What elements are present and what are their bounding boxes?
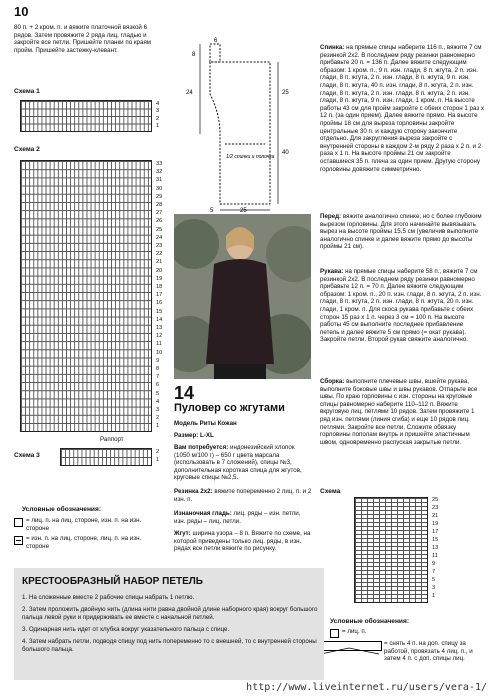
cast-on-step-3: 3. Одинарная нить идет от клубка вокруг указательного пальца с спице. [22, 626, 230, 633]
back-label: Спинка: [320, 44, 345, 51]
garment-pattern-diagram [170, 34, 310, 214]
cast-on-step-1: 1. На сложенные вместе 2 рабочие спицы набрать 1 петлю. [22, 594, 195, 601]
rapport-label: Раппорт [100, 436, 124, 443]
rib-label: Резинка 2х2: [174, 488, 213, 495]
schema2-title: Схема 2 [14, 146, 40, 153]
sleeve-label: Рукава: [320, 268, 344, 275]
dim-40: 40 [282, 150, 289, 156]
rib-block [174, 488, 312, 503]
rib-text: вяжите попеременно 2 лиц. п. и 2 изн. п. [174, 488, 312, 503]
front-block [320, 213, 484, 251]
page-number: 10 [14, 4, 29, 19]
schema3-grid [60, 448, 152, 466]
schema2-grid [20, 160, 152, 432]
assembly-block [320, 378, 484, 446]
model-title: Пуловер со жгутами [174, 402, 285, 414]
model-number: 14 [174, 383, 195, 403]
model-photo-illustration [174, 214, 311, 379]
assembly-text: выполните плечевые швы, вшейте рукава, выполните боковые швы и швы рукавов. Отпарьте все швы. По краю горловины с изн. стороны на круговые спицы равномерно наберите 110–112 п. Вяжите вкруговую лиц. петлями 10 рядов. Затем провяжите 1 ряд изн. петлями (линия сгиба) и еще 10 рядов лиц. петлями. Закройте все петли. Сложите обвязку горловины пополам внутрь и пришейте эластичным швом, одновременно распуская закрытые петли. [320, 378, 478, 446]
cast-on-step-4: 4. Затем набрать петли, подводя спицу под нить попеременно то с внешней, то с внутренней стороны большого пальца. [22, 638, 317, 653]
sleeve-block [320, 268, 484, 344]
model-author: Модель Риты Кожан [174, 420, 237, 427]
legend-title: Условные обозначения: [22, 506, 102, 513]
legend-empty-square-icon [14, 518, 23, 527]
right-schema-grid [354, 497, 428, 603]
front-text: вяжите аналогично спинке, но с более глубоким вырезом горловины. Для этого начинайте вывязывать вырез на высоте проймы 15,5 см (увеличив выполните аналогично спинке и далее вяжите прямо до высоты проймы 21 см). [320, 213, 482, 251]
right-legend-square-icon [330, 629, 339, 638]
cable-text: ширина узора – 8 п. Вяжите по схеме, на которой приведены только лиц. ряды, в изн. рядах все петли вяжите по рисунку. [174, 530, 311, 553]
front-label: Перед: [320, 213, 342, 220]
right-legend-item-2: = снять 4 п. на доп. спицу за работой, провязать 4 лиц. п., и затем 4 п. с доп. спицы лиц. [384, 640, 473, 663]
pattern-note: 1/2 спинки и полочка [226, 154, 275, 160]
cast-on-title: КРЕСТООБРАЗНЫЙ НАБОР ПЕТЕЛЬ [22, 576, 203, 587]
dim-24: 24 [186, 90, 193, 96]
materials-label: Вам потребуется: [174, 444, 229, 451]
back-text: на прямые спицы наберите 116 п., вяжите 7 см резинкой 2х2. В последнем ряду резинки равномерно прибавьте 20 п. = 136 п. Далее вяжите следующим образом: 1 кром. п., 9 п. изн. глади, 8 п. жгута, 2 п. изн. глади, 8 п. жгута, 2 п. изн. глади, 8 п. жгута, 9 п. изн. глади, 8 п. жгута, 40 п. изн. глади, 8 п. жгута, 2 п. изн. глади, 8 п. жгута, 2 п. изн. глади, 8 п. жгута, 2 п. изн. глади, 8 п. жгута, 9 п. изн. глади, 1 кром. п. На высоте работы 43 см для пройм закройте с обеих сторон 1 раз х 12 п. (за один прием). Далее вяжите прямо. На высоте проймы 18 см для выреза горловины закройте центральные 30 п. и каждую сторону закончите отдельно. Для закругления выреза закройте с внутренней стороны в каждом 2-м ряду 2 раза х 2 п. и 2 раза х 1 п. На высоте проймы 21 см закройте оставшиеся 35 п. плеча за один прием. Другую сторону горловины довяжите симметрично. [320, 44, 484, 173]
cable-symbol-icon [318, 641, 382, 651]
materials-block [174, 444, 312, 482]
materials-text: индонезийский хлопок (1050 м/100 г) – 650 г цвета марсала (использовать в 7 сложений), спицы №3, дополнительная короткая спица для жгутов, круговые спицы №2,5. [174, 444, 302, 482]
right-legend-item-1: = лиц. п. [342, 628, 367, 635]
sleeve-text: на прямые спицы наберите 58 п., вяжите 7 см резинкой 2х2. В последнем ряду резинки равномерно прибавьте 12 п. = 70 п. Далее вяжите следующим образом: 1 кром. п., 20 п. изн. глади, 8 п. жгута, 2 п. изн. глади, 8 п. жгута, 2 п. изн. глади, 8 п. жгута, 20 п. изн. глади, 1 кром. п. Для скоса рукава прибавьте с обеих сторон 15 раз х 1 п. через 3 см = 100 п. На высоте работы 45 см выполните последнее прибавление петель и далее вяжите 5 см прямо (= окат рукава). Закройте петли. Второй рукав свяжите аналогично. [320, 268, 482, 344]
watermark-url: http://www.liveinternet.ru/users/vera-1/ [246, 682, 487, 693]
schema1-title: Схема 1 [14, 88, 40, 95]
intro-text: 80 п. + 2 кром. п. и вяжите платочной вязкой 6 рядов. Затем провяжите 2 ряда лиц. гладью и закройте все петли. Пришейте планки по краям пройм. Пришейте застежку-клевант. [14, 24, 152, 54]
stockinette-text: лиц. ряды – изн. петли, изн. ряды – лиц. петли. [174, 510, 301, 525]
model-size: Размер: L-XL [174, 432, 214, 439]
stockinette-block [174, 510, 312, 525]
dim-25b: 25 [240, 208, 247, 214]
assembly-label: Сборка: [320, 378, 345, 385]
cast-on-step-2: 2. Затем проложить двойную нить (длина нити равна двойной длине наборного края) вокруг большого пальца левой руки и придерживать ее вместе с начальной петлей. [22, 606, 318, 621]
legend-item-2: = изн. п. на лиц. стороне, лиц. п. на изн. стороне [26, 535, 142, 550]
dim-6: 6 [214, 38, 218, 44]
stockinette-label: Изнаночная гладь: [174, 510, 232, 517]
cable-block [174, 530, 312, 553]
right-schema-title: Схема [320, 488, 341, 495]
dim-5: 5 [210, 208, 214, 214]
right-legend-title: Условные обозначения: [330, 618, 410, 625]
cast-on-box [14, 568, 324, 680]
schema1-grid [20, 100, 152, 132]
schema3-title: Схема 3 [14, 452, 40, 459]
dim-8: 8 [192, 52, 196, 58]
legend-dash-square-icon [14, 536, 23, 545]
cable-label: Жгут: [174, 530, 191, 537]
legend-item-1: = лиц. п. на лиц. стороне, изн. п. на изн. стороне [26, 517, 142, 532]
model-photo [174, 214, 311, 379]
back-block [320, 44, 484, 173]
dim-25: 25 [282, 90, 289, 96]
